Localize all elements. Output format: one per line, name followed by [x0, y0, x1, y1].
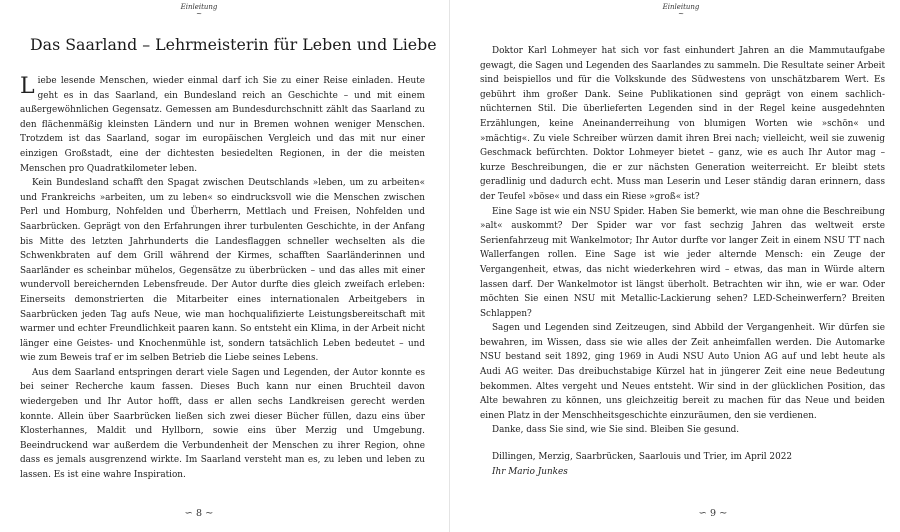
- paragraph: Danke, dass Sie sind, wie Sie sind. Bleiben Sie gesund.: [492, 425, 740, 436]
- folio-ornament-left-icon: ∽: [698, 508, 707, 519]
- paragraph: Kein Bundesland schafft den Spagat zwischen Deutschlands »leben, um zu arbeiten« und Frankreichs »arbeiten, um zu leben« so eindrucksvoll wie die Menschen zwischen Perl und Homburg, Nohfelden und Überherrn, Mettlach und Freisen, Nohfelden und Saarbrücken. Geprägt von den Erfahrungen ihrer turbulenten Geschichte, in der Anfang bis Mitte des letzten Jahrhunderts die Landesflaggen schneller wechselten als die Schwenkbraten auf dem Grill während der Kirmes, schafften Saarländerinnen und Saarländer es scheinbar mühelos, Gegensätze zu überbrücken – und das alles mit einer wundervoll bereichernden Lebensfreude. Der Autor durfte dies gleich zweifach erleben: Einerseits demonstrierten die Mitarbeiter eines internationalen Arbeitgebers in Saarbrücken jeden Tag aufs Neue, wie man hochqualifizierte Leistungsbereitschaft mit warmer und echter Freundlichkeit paaren kann. So entsteht ein Klima, in der Arbeit nicht länger eine Geistes- und Knochenmühle ist, sondern tatsächlich Leben bedeutet – und wie zum Beweis traf er im selben Betrieb die Liebe seines Lebens.: [20, 178, 425, 364]
- running-head-text: Einleitung: [662, 3, 700, 11]
- running-head: [149, 3, 249, 17]
- paragraph-text: iebe lesende Menschen, wieder einmal darf ich Sie zu einer Reise einladen. Heute geht es in das Saarland, ein Bundesland reich an Geschichte – und mit einem außergewöhnlichen Gegensatz. Gemessen am Bundesdurchschnitt zählt das Saarland zu den flächenmäßig kleinsten Ländern und nur in Bremen wohnen weniger Menschen. Trotzdem ist das Saarland, sogar im europäischen Vergleich und das mit nur einer einzigen Großstadt, eine der dichtesten besiedelten Regionen, in der die meisten Menschen pro Quadratkilometer leben.: [20, 76, 425, 174]
- page-number: [683, 508, 743, 520]
- page-number: [169, 508, 229, 520]
- chapter-title: Das Saarland – Lehrmeisterin für Leben und Liebe: [30, 35, 437, 54]
- folio-ornament-left-icon: ∽: [184, 508, 193, 519]
- running-head: [631, 3, 731, 17]
- right-page: [450, 0, 900, 532]
- paragraph: Doktor Karl Lohmeyer hat sich vor fast einhundert Jahren an die Mammutaufgabe gewagt, die Sagen und Legenden des Saarlandes zu sammeln. Die Resultate seiner Arbeit sind beispiellos und für die Volkskunde des Südwestens von unschätzbarem Wert. Es gebührt ihm großer Dank. Seine Publikationen sind geprägt von einem sachlich-nüchternen Stil. Die überlieferten Legenden sind in der Regel keine ausgedehnten Erzählungen, keine Aneinanderreihung von blumigen Worten wie »schön« und »mächtig«. Zu viele Schreiber würzen damit ihren Brei nach; vielleicht, weil sie zuwenig Geschmack befürchten. Doktor Lohmeyer bietet – ganz, wie es auch Ihr Autor mag – kurze Beschreibungen, die er zur nächsten Generation weiterreicht. Er bleibt stets geradlinig und dadurch echt. Muss man Leserin und Leser ständig daran erinnern, dass der Teufel »böse« und dass ein Riese »groß« ist?: [480, 46, 885, 202]
- ornament-icon: ~: [196, 10, 202, 18]
- paragraph: [20, 74, 425, 176]
- body-text: [20, 74, 425, 483]
- running-head-text: Einleitung: [180, 3, 218, 11]
- ornament-icon: ~: [678, 10, 684, 18]
- drop-cap: L: [20, 74, 35, 99]
- folio-ornament-right-icon: ∼: [205, 508, 214, 519]
- paragraph: Eine Sage ist wie ein NSU Spider. Haben Sie bemerkt, wie man ohne die Beschreibung »alt« auskommt? Der Spider war vor fast sechzig Jahren das weltweit erste Serienfahrzeug mit Wankelmotor; Ihr Autor durfte vor langer Zeit in einem NSU TT nach Wallerfangen rollen. Eine Sage ist wie jeder alternde Mensch: ein Zeuge der Vergangenheit, etwas, das nicht wiederkehren wird – etwas, das man in Würde altern lassen darf. Der Wankelmotor ist längst überholt. Betrachten wir ihn, wie er war. Oder möchten Sie einen NSU mit Metallic-Lackierung sehen? LED-Scheinwerfern? Breiten Schlappen?: [480, 206, 885, 319]
- body-text: [480, 44, 885, 479]
- closing-place-date: Dillingen, Merzig, Saarbrücken, Saarlouis und Trier, im April 2022: [492, 452, 792, 463]
- paragraph: Sagen und Legenden sind Zeitzeugen, sind Abbild der Vergangenheit. Wir dürfen sie bewahren, im Wissen, dass sie wie alles der Zeit anheimfallen werden. Die Automarke NSU bestand seit 1892, ging 1969 in Audi NSU Auto Union AG auf und lebt heute als Audi AG weiter. Das dreibuchstabige Kürzel hat in jüngerer Zeit eine neue Bedeutung bekommen. Altes vergeht und Neues entsteht. Wir sind in der glücklichen Position, das Alte bewahren zu können, uns gleichzeitig bereit zu machen für das Neue und beiden einen Platz in der Menschheitsgeschichte einzuräumen, den sie verdienen.: [480, 323, 885, 421]
- folio-ornament-right-icon: ∼: [719, 508, 728, 519]
- paragraph: Aus dem Saarland entspringen derart viele Sagen und Legenden, der Autor konnte es bei seiner Recherche kaum fassen. Dieses Buch kann nur einen Bruchteil davon wiedergeben und Ihr Autor hofft, dass er allen sechs Landkreisen gerecht werden konnte. Allein über Saarbrücken ließen sich zwei dieser Bücher füllen, dazu eins über Klosterhannes, Maldit und Hyllborn, sowie eins über Merzig und Umgebung. Beeindruckend war außerdem die Verbundenheit der Menschen zu ihrer Region, ohne dass es jemals ausgrenzend wirkte. Im Saarland versteht man es, zu leben und leben zu lassen. Es ist eine wahre Inspiration.: [20, 367, 425, 481]
- page-number-value: 8: [195, 508, 203, 519]
- signature: Ihr Mario Junkes: [492, 466, 568, 477]
- page-number-value: 9: [709, 508, 717, 519]
